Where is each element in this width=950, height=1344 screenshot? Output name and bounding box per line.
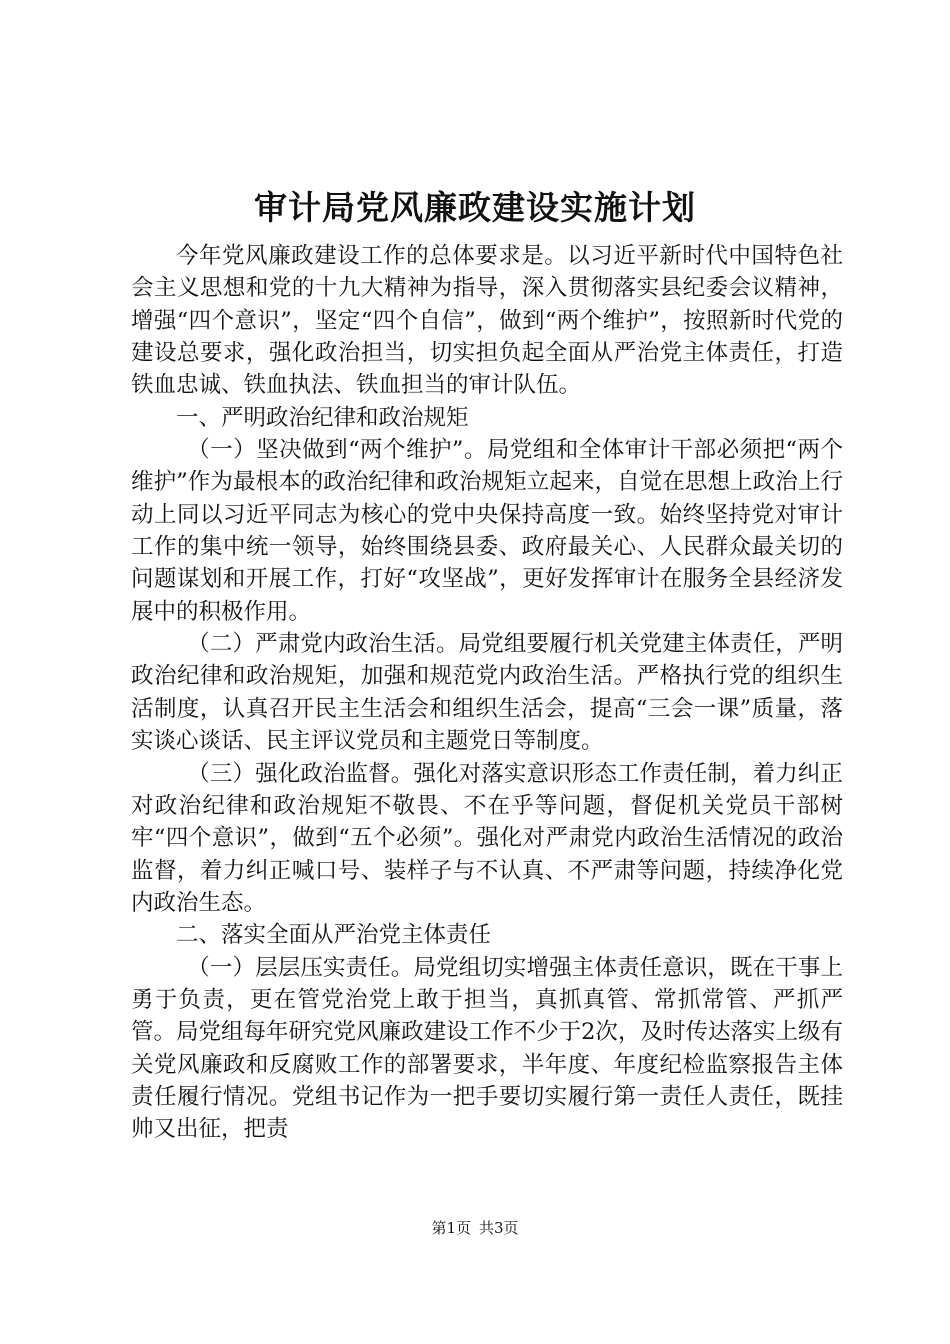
subsection-paragraph-1-3: （三）强化政治监督。强化对落实意识形态工作责任制，着力纠正对政治纪律和政治规矩不敬畏、不在乎等问题，督促机关党员干部树牢“四个意识”，做到“五个必须”。强化对严肃党内政治生活情况的政治监督，着力纠正喊口号、装样子与不认真、不严肃等问题，持续净化党内政治生态。: [131, 760, 843, 916]
page-number: 第1页: [431, 1219, 471, 1237]
subsection-paragraph-2-1: （一）层层压实责任。局党组切实增强主体责任意识，既在干事上勇于负责，更在管党治党上敢于担当，真抓真管、常抓常管、严抓严管。局党组每年研究党风廉政建设工作不少于2次，及时传达落实上级有关党风廉政和反腐败工作的部署要求，半年度、年度纪检监察报告主体责任履行情况。党组书记作为一把手要切实履行第一责任人责任，既挂帅又出征，把责: [131, 954, 843, 1143]
intro-paragraph: 今年党风廉政建设工作的总体要求是。以习近平新时代中国特色社会主义思想和党的十九大精神为指导，深入贯彻落实县纪委会议精神，增强“四个意识”，坚定“四个自信”，做到“两个维护”，按照新时代党的建设总要求，强化政治担当，切实担负起全面从严治党主体责任，打造铁血忠诚、铁血执法、铁血担当的审计队伍。: [131, 243, 843, 399]
section-heading-1: 一、严明政治纪律和政治规矩: [176, 404, 469, 431]
document-title: 审计局党风廉政建设实施计划: [254, 188, 696, 227]
subsection-paragraph-1-2: （二）严肃党内政治生活。局党组要履行机关党建主体责任，严明政治纪律和政治规矩，加强和规范党内政治生活。严格执行党的组织生活制度，认真召开民主生活会和组织生活会，提高“三会一课”质量，落实谈心谈话、民主评议党员和主题党日等制度。: [131, 631, 843, 755]
subsection-paragraph-1-1: （一）坚决做到“两个维护”。局党组和全体审计干部必须把“两个维护”作为最根本的政治纪律和政治规矩立起来，自觉在思想上政治上行动上同以习近平同志为核心的党中央保持高度一致。始终坚持党对审计工作的集中统一领导，始终围绕县委、政府最关心、人民群众最关切的问题谋划和开展工作，打好“攻坚战”，更好发挥审计在服务全县经济发展中的积极作用。: [131, 437, 843, 625]
section-heading-2: 二、落实全面从严治党主体责任: [176, 922, 492, 949]
page-total: 共3页: [479, 1219, 519, 1237]
page-footer: [0, 1218, 950, 1238]
document-body: [131, 240, 843, 1146]
